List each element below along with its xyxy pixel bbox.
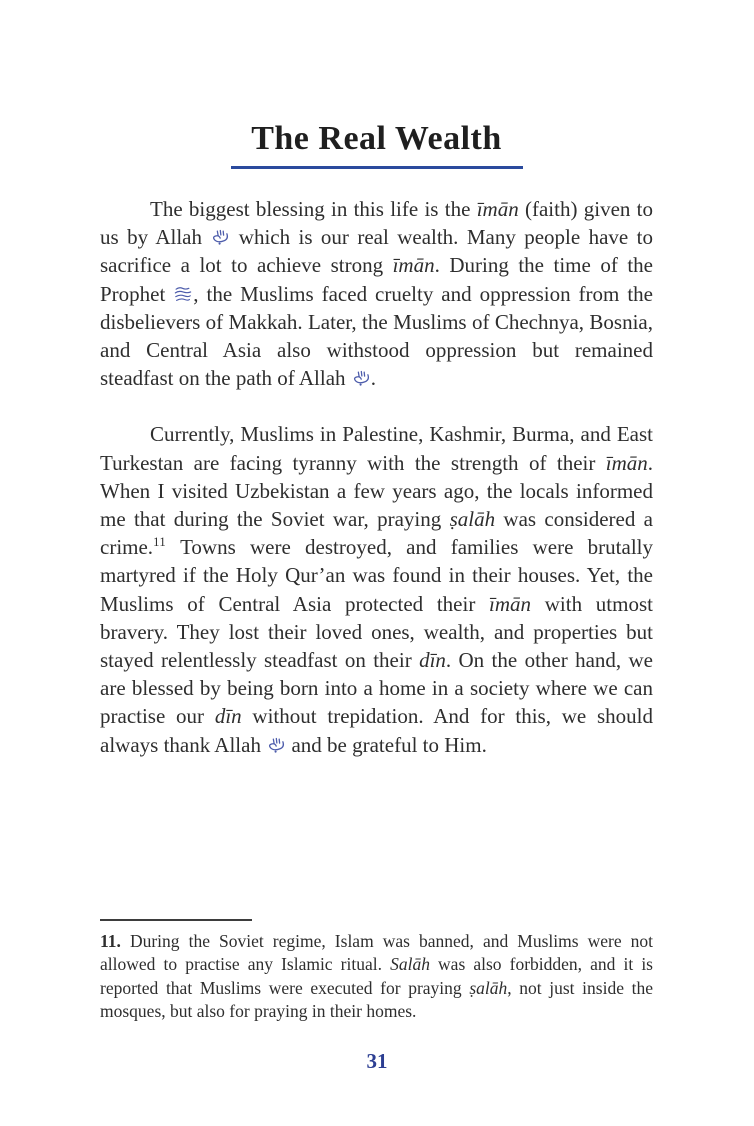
text-segment: During the Soviet regime, Islam was banned, and Muslims were not allowed to practise any Islamic ritual. [100, 931, 653, 975]
prophet-honorific-icon [173, 286, 193, 303]
text-segment: and be grateful to Him. [286, 732, 487, 757]
text-segment: Towns were destroyed, and families were brutally martyred if the Holy Qur’an was found in their houses. Yet, the Muslims of Central Asia protected their [100, 535, 653, 616]
text-segment: dīn [214, 704, 242, 729]
text-segment: which is our real wealth. Many people have to sacrifice a lot to achieve strong [100, 225, 653, 278]
text-segment: without trepidation. And for this, we should always thank Allah [100, 704, 653, 757]
title-underline [231, 166, 523, 169]
page-number: 31 [366, 1049, 388, 1073]
text-segment: The biggest blessing in this life is the [150, 197, 477, 221]
text-segment: , the Muslims faced cruelty and oppression from the disbelievers of Makkah. Later, the Muslims of Chechnya, Bosnia, and Central Asia also withstood oppression but remained steadfast on the path of Allah [100, 281, 653, 391]
text-segment: with utmost bravery. They lost their loved ones, wealth, and properties but stayed relentlessly steadfast on their [100, 591, 653, 673]
text-segment: was considered a crime. [100, 507, 653, 560]
text-segment: īmān [605, 450, 648, 475]
allah-honorific-icon [351, 370, 371, 387]
text-segment: īmān [489, 591, 532, 616]
body-paragraph-1 [100, 195, 653, 392]
text-segment: (faith) given to us by Allah [100, 197, 653, 250]
page-title: The Real Wealth [251, 120, 502, 157]
text-segment: was also forbidden, and it is reported that Muslims were executed for praying [100, 954, 653, 998]
text-segment: . On the other hand, we are blessed by being born into a home in a society where we can practise our [100, 648, 653, 729]
page-content [100, 120, 653, 759]
text-segment: ṣalāh [449, 507, 496, 532]
text-segment: Currently, Muslims in Palestine, Kashmir, Burma, and East Turkestan are facing tyranny with the strength of their [100, 422, 653, 475]
text-segment: 11 [153, 535, 167, 550]
footnote [100, 930, 653, 1024]
footnote-rule [100, 919, 252, 921]
text-segment: Salāh [390, 954, 430, 975]
allah-honorific-icon [210, 229, 230, 246]
body-paragraph-2 [100, 420, 653, 758]
text-segment: dīn [419, 648, 446, 673]
allah-honorific-icon [266, 737, 286, 754]
text-segment: īmān [392, 253, 435, 278]
text-segment: . During the time of the Prophet [100, 253, 653, 306]
text-segment: īmān [476, 197, 519, 221]
text-segment: ṣalāh [469, 977, 508, 998]
text-segment: , not just inside the mosques, but also for praying in their homes. [100, 977, 653, 1022]
text-segment: . [370, 366, 377, 391]
text-segment: . When I visited Uzbekistan a few years ago, the locals informed me that during the Soviet war, praying [100, 450, 653, 532]
footnote-block [100, 919, 653, 1024]
text-segment: 11. [100, 931, 121, 951]
